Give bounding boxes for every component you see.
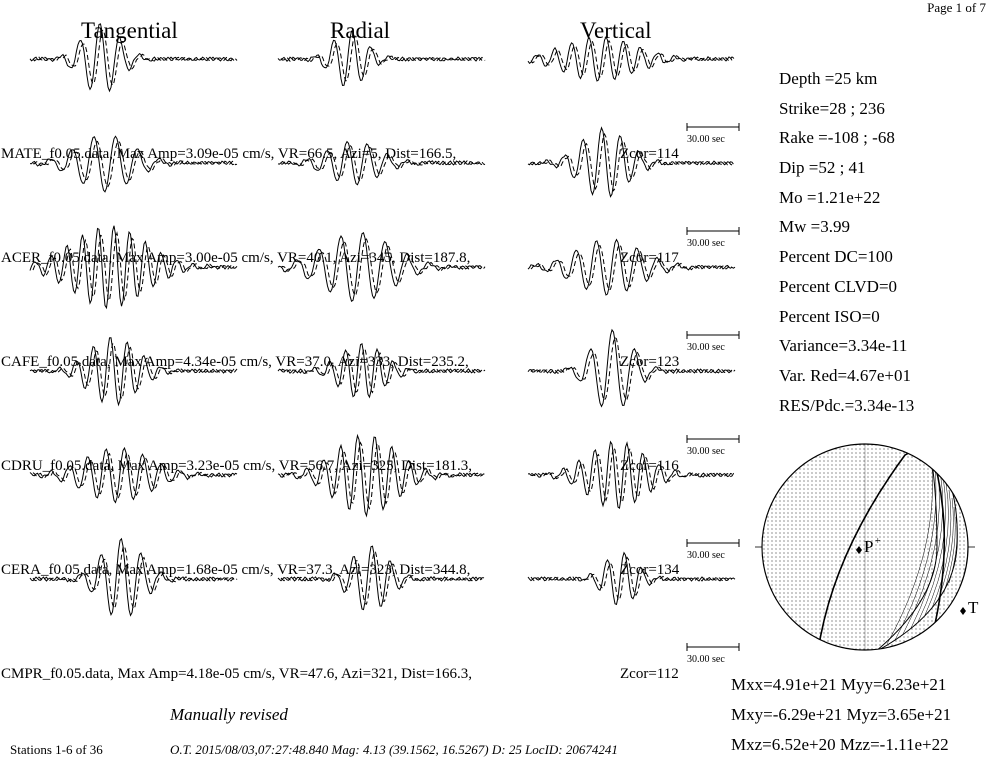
tangential-trace-row-4	[30, 316, 235, 426]
station-caption: CDRU_f0.05.data, Max Amp=3.23e-05 cm/s, VR=56.7, Azi=325, Dist=181.3,	[1, 458, 473, 474]
time-scale-bar	[686, 642, 742, 652]
column-header-vertical: Vertical	[580, 18, 652, 43]
observed-waveform	[278, 142, 482, 185]
radial-trace-row-2	[278, 108, 483, 218]
moment-tensor-line-3: Mxz=6.52e+20 Mzz=-1.11e+22	[731, 735, 949, 754]
param-mw: Mw =3.99	[779, 217, 850, 237]
station-zcor: Zcor=114	[620, 146, 679, 162]
param-variance: Variance=3.34e-11	[779, 336, 908, 356]
t-axis-marker	[960, 607, 966, 615]
time-scale-label: 30.00 sec	[687, 238, 725, 249]
param-rake: Rake =-108 ; -68	[779, 128, 895, 148]
param-percent-iso: Percent ISO=0	[779, 306, 880, 326]
param-percent-clvd: Percent CLVD=0	[779, 276, 898, 296]
page-indicator: Page 1 of 7	[927, 0, 986, 15]
station-zcor: Zcor=116	[620, 458, 679, 474]
param-percent-dc: Percent DC=100	[779, 247, 893, 267]
vertical-trace-row-4	[528, 316, 733, 426]
param-depth: Depth =25 km	[779, 69, 878, 88]
station-zcor: Zcor=117	[620, 250, 679, 266]
observed-waveform	[528, 553, 732, 605]
time-scale-label: 30.00 sec	[687, 446, 725, 457]
time-scale-label: 30.00 sec	[687, 134, 725, 145]
synthetic-waveform	[33, 233, 237, 300]
radial-trace-row-5	[278, 420, 483, 530]
synthetic-waveform	[531, 134, 735, 191]
time-scale-label: 30.00 sec	[687, 342, 725, 353]
vertical-trace-row-6	[528, 524, 733, 634]
footer-stations: Stations 1-6 of 36	[10, 742, 103, 757]
observed-waveform	[30, 136, 234, 192]
vertical-trace-row-3	[528, 212, 733, 322]
revision-note: Manually revised	[170, 705, 288, 724]
observed-waveform	[528, 37, 732, 81]
station-zcor: Zcor=123	[620, 354, 680, 370]
vertical-trace-row-2	[528, 108, 733, 218]
footer-origin: O.T. 2015/08/03,07:27:48.840 Mag: 4.13 (39.1562, 16.5267) D: 25 LocID: 20674241	[170, 742, 618, 757]
station-caption: ACER_f0.05.data, Max Amp=3.00e-05 cm/s, VR=40.1, Azi=345, Dist=187.8,	[1, 250, 471, 266]
observed-waveform	[278, 546, 482, 609]
time-scale-label: 30.00 sec	[687, 654, 725, 665]
station-caption: CERA_f0.05.data, Max Amp=1.68e-05 cm/s, VR=37.3, Azi=323, Dist=344.8,	[1, 562, 471, 578]
t-axis-label: T	[968, 598, 979, 617]
station-caption: MATE_f0.05.data, Max Amp=3.09e-05 cm/s, VR=66.5, Azi=5, Dist=166.5,	[1, 146, 457, 162]
radial-trace-row-1	[278, 4, 483, 114]
radial-trace-row-3	[278, 212, 483, 322]
focal-mechanism-beachball	[755, 420, 1000, 670]
moment-tensor-line-1: Mxx=4.91e+21 Myy=6.23e+21	[731, 675, 947, 694]
radial-trace-row-4	[278, 316, 483, 426]
synthetic-waveform	[531, 337, 735, 400]
column-header-radial: Radial	[330, 18, 391, 43]
param-moment: Mo =1.21e+22	[779, 187, 881, 207]
tangential-trace-row-3	[30, 212, 235, 322]
synthetic-waveform	[281, 36, 485, 81]
vertical-trace-row-5	[528, 420, 733, 530]
station-caption: CAFE_f0.05.data, Max Amp=4.34e-05 cm/s, VR=37.0, Azi=333, Dist=235.2,	[1, 354, 469, 370]
tangential-trace-row-1	[30, 4, 235, 114]
synthetic-waveform	[33, 453, 237, 498]
observed-waveform	[528, 330, 732, 407]
observed-waveform	[30, 24, 234, 91]
radial-trace-row-6	[278, 524, 483, 634]
tangential-trace-row-6	[30, 524, 235, 634]
tangential-trace-row-2	[30, 108, 235, 218]
param-dip: Dip =52 ; 41	[779, 158, 866, 178]
synthetic-waveform	[531, 245, 735, 290]
station-zcor: Zcor=112	[620, 666, 679, 682]
observed-waveform	[30, 338, 234, 405]
synthetic-waveform	[281, 349, 485, 393]
source-parameters	[779, 64, 914, 420]
station-zcor: Zcor=134	[620, 562, 680, 578]
observed-waveform	[528, 442, 732, 508]
moment-tensor-line-2: Mxy=-6.29e+21 Myz=3.65e+21	[731, 705, 952, 724]
param-var-red: Var. Red=4.67e+01	[779, 365, 912, 385]
station-caption: CMPR_f0.05.data, Max Amp=4.18e-05 cm/s, VR=47.6, Azi=321, Dist=166.3,	[1, 666, 473, 682]
column-header-tangential: Tangential	[81, 18, 178, 43]
param-strike: Strike=28 ; 236	[779, 98, 885, 118]
vertical-trace-row-1	[528, 4, 733, 114]
p-axis-label: P	[864, 537, 874, 556]
svg-text:+: +	[875, 536, 881, 547]
observed-waveform	[278, 31, 482, 85]
param-res-pdc: RES/Pdc.=3.34e-13	[779, 395, 915, 415]
observed-waveform	[278, 233, 482, 301]
time-scale-label: 30.00 sec	[687, 550, 725, 561]
tangential-trace-row-5	[30, 420, 235, 530]
